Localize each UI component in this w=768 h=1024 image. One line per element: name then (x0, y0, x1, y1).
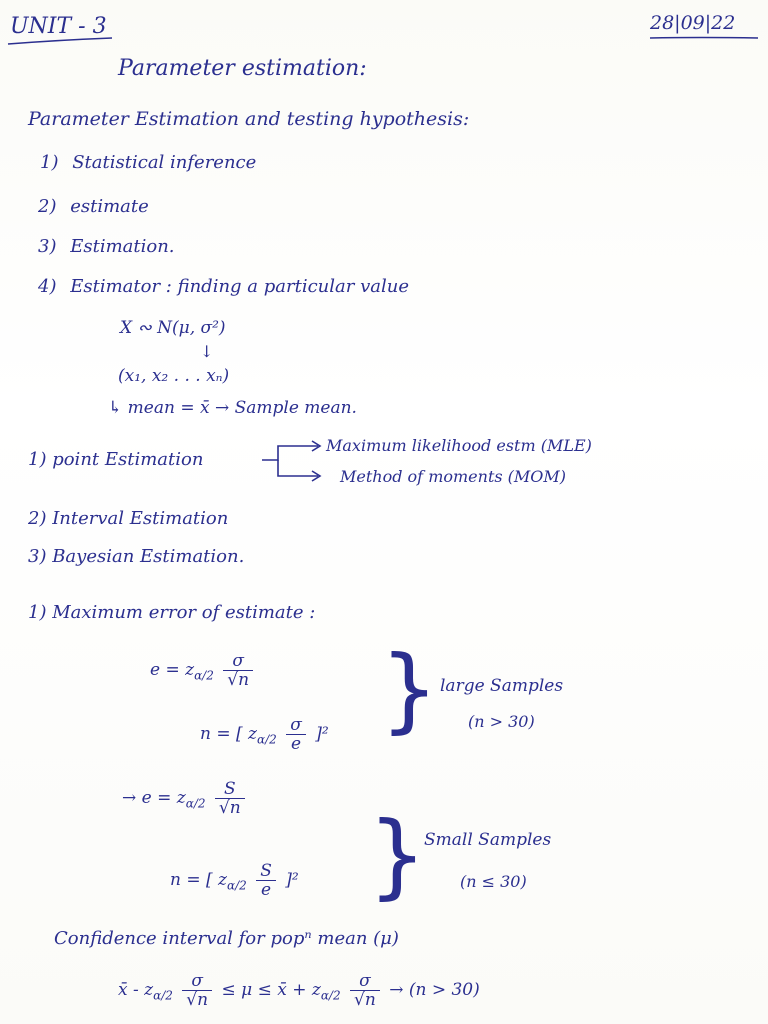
list-item-text: estimate (70, 196, 149, 217)
fraction-denominator: e (290, 734, 302, 754)
small-samples-label: Small Samples (424, 830, 552, 850)
mom-branch: Method of moments (MOM) (340, 467, 567, 486)
list-item-text: Estimation. (70, 236, 175, 257)
unit-label: UNIT - 3 (10, 14, 107, 39)
formula-lhs: n = [ z (200, 724, 257, 744)
fraction-denominator: √n (354, 990, 376, 1010)
formula-rhs: ]² (315, 724, 329, 744)
down-arrow-icon: ↓ (200, 342, 214, 361)
formula-subscript: α/2 (185, 796, 206, 811)
fraction-denominator: e (260, 880, 272, 900)
fraction-denominator: √n (218, 798, 241, 818)
list-item (38, 276, 409, 297)
fraction (223, 652, 253, 689)
page-title: Parameter estimation: (118, 56, 367, 81)
list-item-text: Estimator : finding a particular value (70, 276, 409, 297)
confidence-heading: Confidence interval for popⁿ mean (μ) (54, 928, 399, 949)
section-subtitle: Parameter Estimation and testing hypothesis: (28, 108, 470, 130)
fraction (286, 716, 306, 753)
formula-condition: → (n > 30) (389, 980, 480, 1000)
fraction (350, 972, 380, 1009)
large-error-formula (150, 652, 257, 689)
list-item-number: 1) (40, 152, 59, 173)
sample-formula: (x₁, x₂ . . . xₙ) (118, 366, 230, 386)
large-samples-condition: (n > 30) (468, 712, 535, 731)
fraction-denominator: √n (186, 990, 209, 1010)
bayesian-estimation: 3) Bayesian Estimation. (28, 546, 245, 567)
confidence-formula (118, 972, 480, 1009)
formula-lhs: e = z (150, 660, 195, 680)
fraction-numerator: S (256, 862, 276, 881)
formula-subscript: α/2 (227, 878, 247, 893)
formula-lhs: n = [ z (170, 870, 227, 890)
fraction (256, 862, 276, 899)
fraction (182, 972, 212, 1009)
formula-subscript: α/2 (257, 732, 277, 747)
fraction-numerator: σ (182, 972, 212, 991)
mean-line: ↳ mean = x̄ → Sample mean. (108, 398, 357, 418)
list-item (38, 196, 149, 217)
small-error-formula (122, 780, 249, 817)
distribution-formula: X ∾ N(μ, σ²) (120, 318, 226, 338)
formula-lhs: x̄ - z (118, 980, 154, 1000)
list-item-number: 3) (38, 236, 57, 257)
list-item-number: 2) (38, 196, 57, 217)
fraction-numerator: σ (350, 972, 380, 991)
large-samples-label: large Samples (440, 676, 564, 696)
formula-rhs: ]² (285, 870, 299, 890)
fraction (215, 780, 245, 817)
formula-subscript: α/2 (153, 988, 173, 1003)
large-n-formula (200, 716, 329, 753)
list-item (38, 236, 175, 257)
formula-subscript: α/2 (320, 988, 341, 1003)
small-n-formula (170, 862, 299, 899)
large-samples-brace: } (380, 636, 439, 743)
small-samples-condition: (n ≤ 30) (460, 872, 527, 891)
formula-lhs: → e = z (122, 788, 186, 808)
list-item (40, 152, 256, 173)
small-samples-brace: } (368, 802, 427, 909)
mle-branch: Maximum likelihood estm (MLE) (326, 436, 592, 455)
formula-middle: ≤ μ ≤ x̄ + z (221, 980, 321, 1000)
list-item-text: Statistical inference (72, 152, 257, 173)
fraction-denominator: √n (227, 670, 250, 690)
fraction-numerator: σ (286, 716, 306, 735)
max-error-heading: 1) Maximum error of estimate : (28, 602, 316, 623)
date-label: 28|09|22 (650, 12, 736, 34)
formula-subscript: α/2 (194, 668, 214, 683)
fraction-numerator: S (215, 780, 245, 799)
point-estimation: 1) point Estimation (28, 449, 204, 470)
fraction-numerator: σ (223, 652, 253, 671)
list-item-number: 4) (38, 276, 57, 297)
interval-estimation: 2) Interval Estimation (28, 508, 229, 529)
